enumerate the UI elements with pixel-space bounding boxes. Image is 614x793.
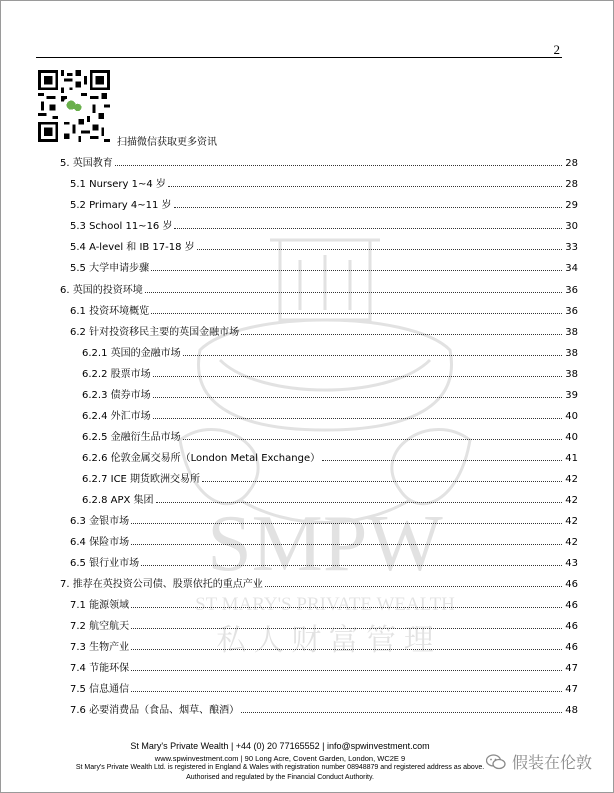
page-number: 2 (553, 42, 560, 57)
toc-entry[interactable] (60, 176, 578, 190)
toc-dot-leader (174, 206, 562, 208)
toc-entry-title: 6.2.6 伦敦金属交易所（London Metal Exchange） (82, 453, 321, 464)
toc-entry-page: 46 (565, 642, 578, 653)
toc-entry-title: 6.3 金银市场 (70, 516, 130, 527)
watermark-name-en: ST MARY'S PRIVATE WEALTH (195, 594, 455, 615)
toc-dot-leader (241, 711, 562, 713)
toc-entry-title: 7.3 生物产业 (70, 642, 130, 653)
toc-entry-page: 33 (565, 242, 578, 253)
toc-entry-title: 5.5 大学申请步骤 (70, 263, 150, 274)
toc-entry-title: 6.2 针对投资移民主要的英国金融市场 (70, 327, 240, 338)
toc-entry-title: 6.1 投资环境概览 (70, 306, 150, 317)
toc-dot-leader (131, 543, 562, 545)
toc-dot-leader (151, 269, 562, 271)
toc-dot-leader (131, 627, 562, 629)
toc-entry-title: 7.4 节能环保 (70, 663, 130, 674)
toc-entry[interactable] (60, 282, 578, 296)
watermark-name-cn: 私 人 财 富 管 理 (216, 624, 434, 657)
toc-entry[interactable] (60, 324, 578, 338)
toc-dot-leader (153, 396, 562, 398)
toc-entry-page: 39 (565, 390, 578, 401)
toc-entry-page: 42 (565, 495, 578, 506)
toc-entry-page: 36 (565, 306, 578, 317)
toc-entry[interactable] (60, 555, 578, 569)
toc-entry-page: 46 (565, 579, 578, 590)
toc-entry-page: 34 (565, 263, 578, 274)
toc-entry-page: 42 (565, 516, 578, 527)
toc-dot-leader (131, 669, 562, 671)
toc-dot-leader (115, 164, 562, 166)
toc-entry[interactable] (60, 471, 578, 485)
toc-entry-title: 6.2.8 APX 集团 (82, 495, 154, 506)
toc-entry[interactable] (60, 492, 578, 506)
toc-dot-leader (131, 690, 562, 692)
toc-entry[interactable] (60, 429, 578, 443)
toc-entry-title: 6.2.3 债券市场 (82, 390, 151, 401)
toc-entry-title: 7.1 能源领域 (70, 600, 130, 611)
toc-dot-leader (131, 522, 562, 524)
toc-entry[interactable] (60, 197, 578, 211)
qr-caption: 扫描微信获取更多资讯 (117, 137, 217, 148)
toc-entry[interactable] (60, 450, 578, 464)
toc-entry-page: 36 (565, 285, 578, 296)
toc-entry-title: 5.4 A-level 和 IB 17-18 岁 (70, 242, 195, 253)
toc-dot-leader (168, 185, 562, 187)
toc-entry-page: 47 (565, 663, 578, 674)
toc-entry-title: 7.6 必要消费品（食品、烟草、酿酒） (70, 705, 240, 716)
toc-entry-title: 6.2.7 ICE 期货欧洲交易所 (82, 474, 201, 485)
toc-entry[interactable] (60, 387, 578, 401)
toc-dot-leader (241, 333, 562, 335)
toc-entry-page: 46 (565, 621, 578, 632)
footer-registration: St Mary's Private Wealth Ltd. is registered in England & Wales with registration number 08948879 and registered address as above. (75, 764, 485, 771)
toc-dot-leader (145, 291, 562, 293)
toc-dot-leader (153, 417, 562, 419)
toc-dot-leader (131, 606, 562, 608)
toc-entry-title: 6.2.2 股票市场 (82, 369, 151, 380)
watermark-monogram: SMPW (207, 500, 443, 588)
toc-entry-title: 7.2 航空航天 (70, 621, 130, 632)
toc-entry-page: 29 (565, 200, 578, 211)
toc-entry-page: 42 (565, 537, 578, 548)
toc-entry[interactable] (60, 345, 578, 359)
toc-entry[interactable] (60, 597, 578, 611)
toc-dot-leader (131, 648, 562, 650)
footer-address: www.spwinvestment.com | 90 Long Acre, Covent Garden, London, WC2E 9 (154, 754, 406, 763)
footer-contact: St Mary's Private Wealth | +44 (0) 20 77165552 | info@spwinvestment.com (130, 741, 430, 751)
toc-dot-leader (141, 564, 562, 566)
toc-entry[interactable] (60, 639, 578, 653)
toc-entry-page: 46 (565, 600, 578, 611)
toc-entry-page: 47 (565, 684, 578, 695)
toc-entry-page: 40 (565, 411, 578, 422)
wechat-account-watermark (486, 750, 592, 773)
toc-dot-leader (174, 227, 562, 229)
toc-entry-title: 6.2.5 金融衍生品市场 (82, 432, 181, 443)
toc-entry[interactable] (60, 239, 578, 253)
toc-dot-leader (202, 480, 562, 482)
toc-entry-title: 5.2 Primary 4~11 岁 (70, 200, 172, 211)
toc-dot-leader (197, 248, 562, 250)
toc-entry-title: 6. 英国的投资环境 (60, 285, 143, 296)
toc-entry-page: 38 (565, 369, 578, 380)
toc-entry[interactable] (60, 534, 578, 548)
toc-entry[interactable] (60, 618, 578, 632)
toc-entry-page: 42 (565, 474, 578, 485)
toc-entry[interactable] (60, 366, 578, 380)
wechat-qr-code (37, 70, 111, 142)
toc-entry-page: 28 (565, 158, 578, 169)
wechat-icon (486, 754, 506, 770)
toc-entry-title: 6.5 银行业市场 (70, 558, 140, 569)
toc-entry-page: 48 (565, 705, 578, 716)
toc-entry[interactable] (60, 702, 578, 716)
toc-entry-title: 5.3 School 11~16 岁 (70, 221, 173, 232)
toc-entry-page: 28 (565, 179, 578, 190)
toc-entry[interactable] (60, 513, 578, 527)
toc-entry-title: 7. 推荐在英投资公司债、股票依托的重点产业 (60, 579, 263, 590)
toc-entry-title: 6.4 保险市场 (70, 537, 130, 548)
toc-entry-title: 5. 英国教育 (60, 158, 113, 169)
toc-entry[interactable] (60, 155, 578, 169)
toc-entry-page: 43 (565, 558, 578, 569)
toc-entry[interactable] (60, 408, 578, 422)
footer-regulation: Authorised and regulated by the Financial Conduct Authority. (186, 774, 374, 781)
toc-dot-leader (156, 501, 562, 503)
header-rule (36, 57, 562, 58)
toc-entry-title: 6.2.1 英国的金融市场 (82, 348, 181, 359)
toc-entry-title: 5.1 Nursery 1~4 岁 (70, 179, 166, 190)
toc-entry-title: 6.2.4 外汇市场 (82, 411, 151, 422)
toc-entry-page: 38 (565, 327, 578, 338)
toc-dot-leader (153, 375, 562, 377)
toc-dot-leader (151, 312, 562, 314)
toc-dot-leader (183, 438, 562, 440)
toc-dot-leader (265, 585, 562, 587)
toc-entry[interactable] (60, 681, 578, 695)
toc-entry-title: 7.5 信息通信 (70, 684, 130, 695)
toc-dot-leader (183, 354, 562, 356)
toc-entry[interactable] (60, 303, 578, 317)
toc-entry-page: 40 (565, 432, 578, 443)
toc-entry[interactable] (60, 576, 578, 590)
toc-entry[interactable] (60, 660, 578, 674)
toc-entry[interactable] (60, 260, 578, 274)
toc-entry[interactable] (60, 218, 578, 232)
wechat-account-name: 假装在伦敦 (511, 753, 592, 772)
toc-dot-leader (322, 459, 562, 461)
toc-entry-page: 30 (565, 221, 578, 232)
toc-entry-page: 38 (565, 348, 578, 359)
toc-entry-page: 41 (565, 453, 578, 464)
